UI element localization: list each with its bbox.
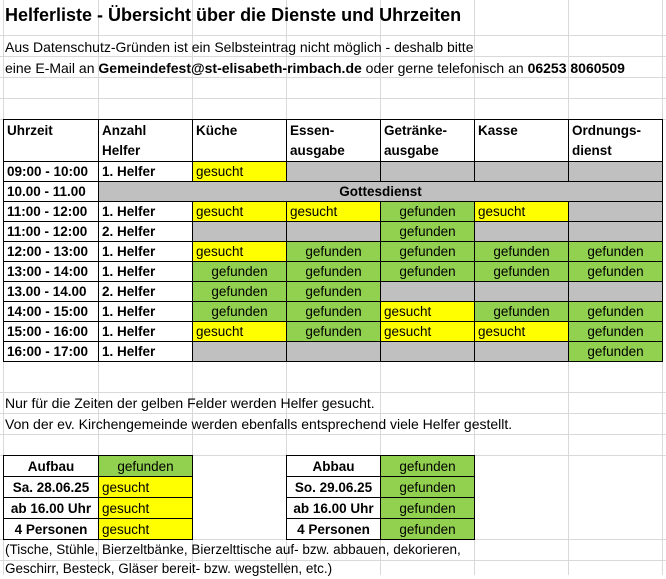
notice-line-2: [5, 58, 625, 78]
aufbau-row: [4, 498, 193, 519]
status-cell[interactable]: gefunden: [193, 262, 287, 282]
status-cell[interactable]: gefunden: [287, 242, 381, 262]
column-header: Ordnungs- dienst: [569, 120, 663, 162]
aufbau-label: Aufbau: [4, 456, 99, 477]
aufbau-row: [4, 456, 193, 477]
schedule-row: [4, 242, 663, 262]
schedule-row: [4, 322, 663, 342]
schedule-row: [4, 182, 663, 202]
schedule-row: [4, 222, 663, 242]
status-cell[interactable]: [569, 162, 663, 182]
time-slot: 13.00 - 14.00: [4, 282, 99, 302]
column-header: Küche: [193, 120, 287, 162]
status-cell[interactable]: [193, 342, 287, 362]
abbau-label: Abbau: [287, 456, 381, 477]
abbau-row: [287, 477, 475, 498]
status-cell[interactable]: gesucht: [193, 242, 287, 262]
status-cell[interactable]: gefunden: [381, 222, 475, 242]
helper-count: 1. Helfer: [99, 342, 193, 362]
status-cell[interactable]: gesucht: [475, 322, 569, 342]
email-address[interactable]: Gemeindefest@st-elisabeth-rimbach.de: [98, 60, 362, 76]
status-cell[interactable]: gefunden: [193, 302, 287, 322]
status-cell[interactable]: [193, 222, 287, 242]
status-cell[interactable]: [475, 282, 569, 302]
abbau-row: [287, 456, 475, 477]
time-slot: 11:00 - 12:00: [4, 202, 99, 222]
column-header: Essen- ausgabe: [287, 120, 381, 162]
abbau-label: So. 29.06.25: [287, 477, 381, 498]
aufbau-row: [4, 477, 193, 498]
schedule-row: [4, 302, 663, 322]
notice-prefix: eine E-Mail an: [5, 60, 99, 76]
status-cell[interactable]: [381, 282, 475, 302]
column-header: Getränke- ausgabe: [381, 120, 475, 162]
abbau-status[interactable]: gefunden: [381, 477, 475, 498]
status-cell[interactable]: gefunden: [381, 242, 475, 262]
status-cell[interactable]: gefunden: [569, 242, 663, 262]
header-row: [4, 120, 663, 162]
helper-count: 1. Helfer: [99, 162, 193, 182]
service-cell: Gottesdienst: [99, 182, 663, 202]
time-slot: 12:00 - 13:00: [4, 242, 99, 262]
phone-number[interactable]: 06253 8060509: [527, 60, 625, 76]
status-cell[interactable]: [287, 162, 381, 182]
status-cell[interactable]: gefunden: [569, 342, 663, 362]
status-cell[interactable]: gefunden: [569, 322, 663, 342]
note-yellow-fields: Nur für die Zeiten der gelben Felder werden Helfer gesucht.: [5, 395, 375, 411]
status-cell[interactable]: gesucht: [287, 202, 381, 222]
column-header: Uhrzeit: [4, 120, 99, 162]
time-slot: 15:00 - 16:00: [4, 322, 99, 342]
aufbau-table: [3, 455, 193, 540]
abbau-label: ab 16.00 Uhr: [287, 498, 381, 519]
time-slot: 16:00 - 17:00: [4, 342, 99, 362]
abbau-label: 4 Personen: [287, 519, 381, 540]
schedule-row: [4, 342, 663, 362]
status-cell[interactable]: [475, 222, 569, 242]
status-cell[interactable]: gefunden: [193, 282, 287, 302]
schedule-row: [4, 282, 663, 302]
status-cell[interactable]: [381, 342, 475, 362]
aufbau-label: Sa. 28.06.25: [4, 477, 99, 498]
footer-note-1: (Tische, Stühle, Bierzeltbänke, Bierzelttische auf- bzw. abbauen, dekorieren,: [5, 542, 461, 557]
notice-text: Aus Datenschutz-Gründen ist ein Selbsteintrag nicht möglich - deshalb bitte: [5, 39, 474, 55]
helper-count: 1. Helfer: [99, 302, 193, 322]
status-cell[interactable]: gefunden: [569, 262, 663, 282]
status-cell[interactable]: [569, 222, 663, 242]
footer-note-2: Geschirr, Besteck, Gläser bereit- bzw. wegstellen, etc.): [5, 561, 333, 576]
status-cell[interactable]: gefunden: [381, 262, 475, 282]
status-cell[interactable]: gefunden: [287, 322, 381, 342]
status-cell[interactable]: gefunden: [287, 302, 381, 322]
abbau-status[interactable]: gefunden: [381, 498, 475, 519]
schedule-row: [4, 162, 663, 182]
helper-count: 1. Helfer: [99, 242, 193, 262]
status-cell[interactable]: gefunden: [287, 262, 381, 282]
status-cell[interactable]: gefunden: [569, 302, 663, 322]
status-cell[interactable]: [475, 162, 569, 182]
notice-middle: oder gerne telefonisch an: [361, 60, 528, 76]
page-title: Helferliste - Übersicht über die Dienste und Uhrzeiten: [5, 5, 462, 25]
status-cell[interactable]: gefunden: [287, 282, 381, 302]
abbau-row: [287, 498, 475, 519]
helper-count: 1. Helfer: [99, 202, 193, 222]
aufbau-status[interactable]: gesucht: [99, 477, 193, 498]
status-cell[interactable]: [569, 202, 663, 222]
helper-schedule-table: [3, 119, 663, 362]
status-cell[interactable]: gefunden: [475, 242, 569, 262]
helper-count: 2. Helfer: [99, 282, 193, 302]
notice-line-1: [5, 37, 473, 57]
time-slot: 09:00 - 10:00: [4, 162, 99, 182]
status-cell[interactable]: gesucht: [475, 202, 569, 222]
status-cell[interactable]: [475, 342, 569, 362]
status-cell[interactable]: gesucht: [193, 322, 287, 342]
aufbau-status[interactable]: gesucht: [99, 519, 193, 540]
status-cell[interactable]: gesucht: [193, 202, 287, 222]
status-cell[interactable]: [287, 342, 381, 362]
status-cell[interactable]: gefunden: [475, 262, 569, 282]
aufbau-label: ab 16.00 Uhr: [4, 498, 99, 519]
abbau-status[interactable]: gefunden: [381, 519, 475, 540]
status-cell[interactable]: gesucht: [381, 302, 475, 322]
time-slot: 10.00 - 11.00: [4, 182, 99, 202]
time-slot: 13:00 - 14:00: [4, 262, 99, 282]
aufbau-label: 4 Personen: [4, 519, 99, 540]
helper-count: 2. Helfer: [99, 222, 193, 242]
aufbau-status[interactable]: gefunden: [99, 456, 193, 477]
status-cell[interactable]: [287, 222, 381, 242]
status-cell[interactable]: gefunden: [381, 202, 475, 222]
status-cell[interactable]: [569, 282, 663, 302]
helper-count: 1. Helfer: [99, 322, 193, 342]
status-cell[interactable]: gesucht: [381, 322, 475, 342]
column-header: Anzahl Helfer: [99, 120, 193, 162]
status-cell[interactable]: gesucht: [193, 162, 287, 182]
abbau-table: [286, 455, 475, 540]
note-ev-church: Von der ev. Kirchengemeinde werden ebenfalls entsprechend viele Helfer gestellt.: [5, 416, 513, 432]
schedule-row: [4, 262, 663, 282]
aufbau-status[interactable]: gesucht: [99, 498, 193, 519]
status-cell[interactable]: [381, 162, 475, 182]
column-header: Kasse: [475, 120, 569, 162]
status-cell[interactable]: gefunden: [475, 302, 569, 322]
schedule-row: [4, 202, 663, 222]
helper-count: 1. Helfer: [99, 262, 193, 282]
time-slot: 14:00 - 15:00: [4, 302, 99, 322]
aufbau-row: [4, 519, 193, 540]
abbau-row: [287, 519, 475, 540]
time-slot: 11:00 - 12:00: [4, 222, 99, 242]
abbau-status[interactable]: gefunden: [381, 456, 475, 477]
